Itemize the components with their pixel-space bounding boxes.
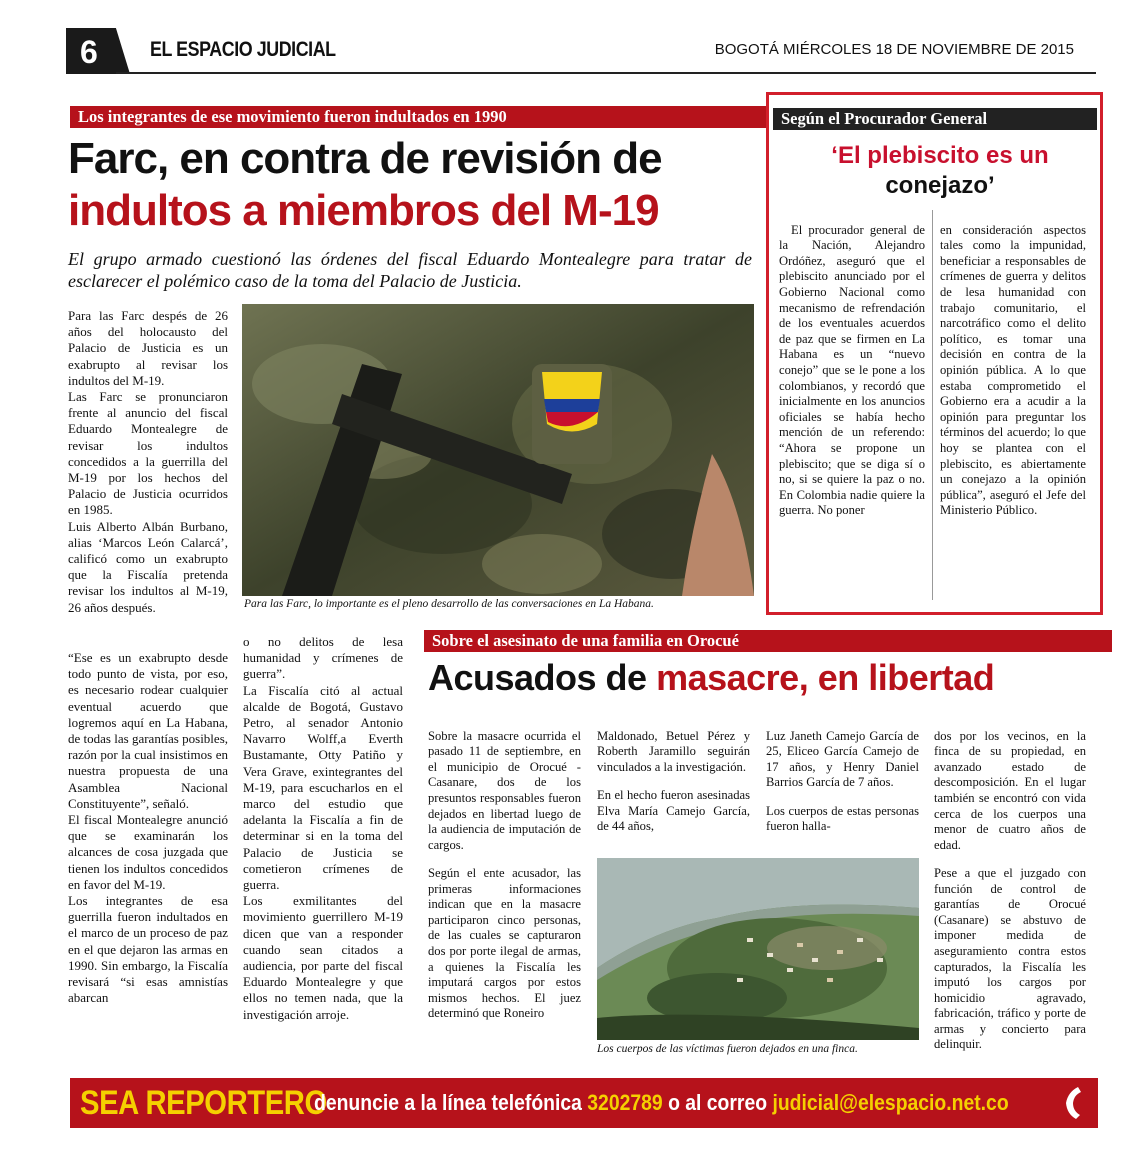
aerial-photo-caption: Los cuerpos de las víctimas fueron dejados en una finca. bbox=[597, 1043, 858, 1055]
soldier-photo bbox=[242, 304, 754, 596]
main-kicker: Los integrantes de ese movimiento fueron indultados en 1990 bbox=[70, 106, 766, 128]
aerial-photo bbox=[597, 858, 919, 1040]
aerial-photo-image bbox=[597, 858, 919, 1040]
header-rule bbox=[116, 72, 1096, 74]
footer-text1: denuncie a la línea telefónica bbox=[314, 1090, 582, 1115]
second-headline-black: Acusados de bbox=[428, 657, 657, 698]
page-number: 6 bbox=[80, 34, 98, 70]
footer-email: judicial@elespacio.net.co bbox=[772, 1090, 1009, 1115]
issue-date: BOGOTÁ MIÉRCOLES 18 DE NOVIEMBRE DE 2015 bbox=[714, 41, 1074, 58]
page-number-tab bbox=[66, 28, 130, 74]
paragraph: o no delitos de lesa humanidad y crímenes de guerra”. bbox=[243, 634, 403, 682]
soldier-photo-image bbox=[242, 304, 754, 596]
paragraph: Los integrantes de esa guerrilla fueron indultados en el marco de un proceso de paz en el que dejaron las armas en 1990. Sin embargo, la Fiscalía revisará “si esas amnistías abarcan bbox=[68, 893, 228, 1006]
paragraph: Luis Alberto Albán Burbano, alias ‘Marcos León Calarcá’, calificó como un exabrupto que la Fiscalía pretenda revisar los indultos al M-19, 26 años después. bbox=[68, 518, 228, 615]
main-col1-top bbox=[68, 308, 228, 616]
paragraph: Luz Janeth Camejo García de 25, Eliceo García Camejo de 17 años, y Henry Daniel Barrios García de 7 años. bbox=[766, 728, 919, 790]
sidebar-headline-line1: ‘El plebiscito es un bbox=[831, 142, 1049, 169]
second-col1 bbox=[428, 716, 581, 1034]
main-headline-line1: Farc, en contra de revisión de bbox=[68, 134, 662, 183]
sea-reportero-label: SEA REPORTERO bbox=[80, 1084, 327, 1122]
sidebar-column-rule bbox=[932, 210, 933, 600]
paragraph: Las Farc se pronunciaron frente al anuncio del fiscal Eduardo Montealegre de revisar los indultos concedidos a la guerrilla del M-19 por los hechos del Palacio de Justicia ocurridos en 1985. bbox=[68, 389, 228, 518]
paragraph: en consideración aspectos tales como la impunidad, beneficiar a responsables de crímenes de guerra y delitos de lesa humanidad con trabajo comunitario, el narcotráfico como el delito político, es tomar una decisión en contra de la opinión pública. A lo que estaba comprometido el Gobierno era a acudir a la opinión para preguntar los términos del acuerdo; lo que hoy se plantea con el plebiscito, es abiertamente un conejazo a la opinión pública”, aseguró el Jefe del Ministerio Público. bbox=[940, 222, 1086, 518]
paragraph: En el hecho fueron asesinadas Elva María Camejo García, de 44 años, bbox=[597, 787, 750, 834]
paragraph: El fiscal Montealegre anunció que se examinarán los alcances de cosa juzgada que tienen los indultos concedidos en favor del M-19. bbox=[68, 812, 228, 892]
main-col2 bbox=[243, 634, 403, 1023]
paragraph: Los exmilitantes del movimiento guerrillero M-19 dicen que van a responder cuando sean citados a audiencia, por parte del fiscal Eduardo Montealegre y que ellos no temen nada, que la investigación arroje. bbox=[243, 893, 403, 1022]
paragraph: La Fiscalía citó al actual alcalde de Bogotá, Gustavo Petro, al senador Antonio Navarro Wolff,a Everth Bustamante, Otty Patiño y Vera Grave, exintegrantes del M-19, para escucharlos en el marco del estudio que adelanta la Fiscalía a fin de determinar si en la toma del Palacio de Justicia se cometieron crímenes de guerra. bbox=[243, 682, 403, 893]
paragraph: Los cuerpos de estas personas fueron halla- bbox=[766, 803, 919, 834]
phone-icon bbox=[1058, 1084, 1088, 1122]
paragraph: Según el ente acusador, las primeras informaciones indican que en la masacre participaron cinco personas, de las cuales se capturaron dos por porte ilegal de armas, a quienes la Fiscalía les imputará cargos por estos mismos hechos. El juez determinó que Roneiro bbox=[428, 865, 581, 1021]
paragraph: Maldonado, Betuel Pérez y Roberth Jaramillo seguirán vinculados a la investigación. bbox=[597, 728, 750, 774]
footer-phone: 3202789 bbox=[587, 1090, 663, 1115]
second-col4 bbox=[934, 716, 1086, 1066]
paragraph: Sobre la masacre ocurrida el pasado 11 de septiembre, en el municipio de Orocué - Casanare, dos de los presuntos responsables fueron dejados en libertad luego de la audiencia de imputación de cargos. bbox=[428, 728, 581, 852]
second-headline-red: masacre, en libertad bbox=[656, 657, 995, 698]
main-headline-line2: indultos a miembros del M-19 bbox=[68, 186, 659, 235]
footer-contact bbox=[314, 1090, 1009, 1116]
second-headline bbox=[428, 656, 994, 700]
second-col2 bbox=[597, 716, 750, 847]
paragraph: dos por los vecinos, en la finca de su propiedad, en avanzado estado de descomposición. En el lugar también se encontró con vida cerca de los cuerpos una menor de cuatro años de edad. bbox=[934, 728, 1086, 852]
second-kicker: Sobre el asesinato de una familia en Orocué bbox=[424, 630, 1112, 652]
main-col1-bottom bbox=[68, 650, 228, 1006]
footer-text2: o al correo bbox=[668, 1090, 768, 1115]
sidebar-kicker: Según el Procurador General bbox=[773, 108, 1097, 130]
footer-banner bbox=[70, 1078, 1098, 1128]
paragraph: Pese a que el juzgado con función de control de garantías de Orocué (Casanare) se abstuvo de imponer medida de aseguramiento contra estos capturados, la Fiscalía les imputó los cargos por homicidio agravado, fabricación, tráfico y porte de armas y concierto para delinquir. bbox=[934, 865, 1086, 1052]
sidebar-col2 bbox=[940, 210, 1086, 531]
page-header bbox=[66, 28, 1096, 74]
paragraph: Para las Farc despés de 26 años del holocausto del Palacio de Justicia es un exabrupto al revisar los indultos del M-19. bbox=[68, 308, 228, 388]
paragraph: “Ese es un exabrupto desde todo punto de vista, por eso, es necesario rodear cualquier eventual acuerdo que logremos aquí en La Habana, de todas las garantías posibles, razón por la cual insistimos en nuestra propuesta de una Asamblea Nacional Constituyente”, señaló. bbox=[68, 650, 228, 811]
paragraph: El procurador general de la Nación, Alejandro Ordóñez, aseguró que el plebiscito anunciado por el Gobierno Nacional como mecanismo de refrendación de los eventuales acuerdos de paz que se firmen en La Habana es un “nuevo conejo” que se le pone a los colombianos, y recordó que inicialmente en los anuncios oficiales se había hecho mención de un referendo: “Ahora se propone un plebiscito; que se diga sí o no, si se quiere la paz o no. En Colombia nadie quiere la guerra. No poner bbox=[779, 222, 925, 518]
paper-name: EL ESPACIO JUDICIAL bbox=[150, 38, 336, 61]
sidebar-col1 bbox=[779, 210, 925, 531]
sidebar-headline-line2: conejazo’ bbox=[885, 172, 995, 199]
main-lead: El grupo armado cuestionó las órdenes del fiscal Eduardo Montealegre para tratar de esclarecer el polémico caso de la toma del Palacio de Justicia. bbox=[68, 249, 752, 291]
second-col3 bbox=[766, 716, 919, 847]
soldier-photo-caption: Para las Farc, lo importante es el pleno desarrollo de las conversaciones en La Habana. bbox=[244, 598, 654, 610]
